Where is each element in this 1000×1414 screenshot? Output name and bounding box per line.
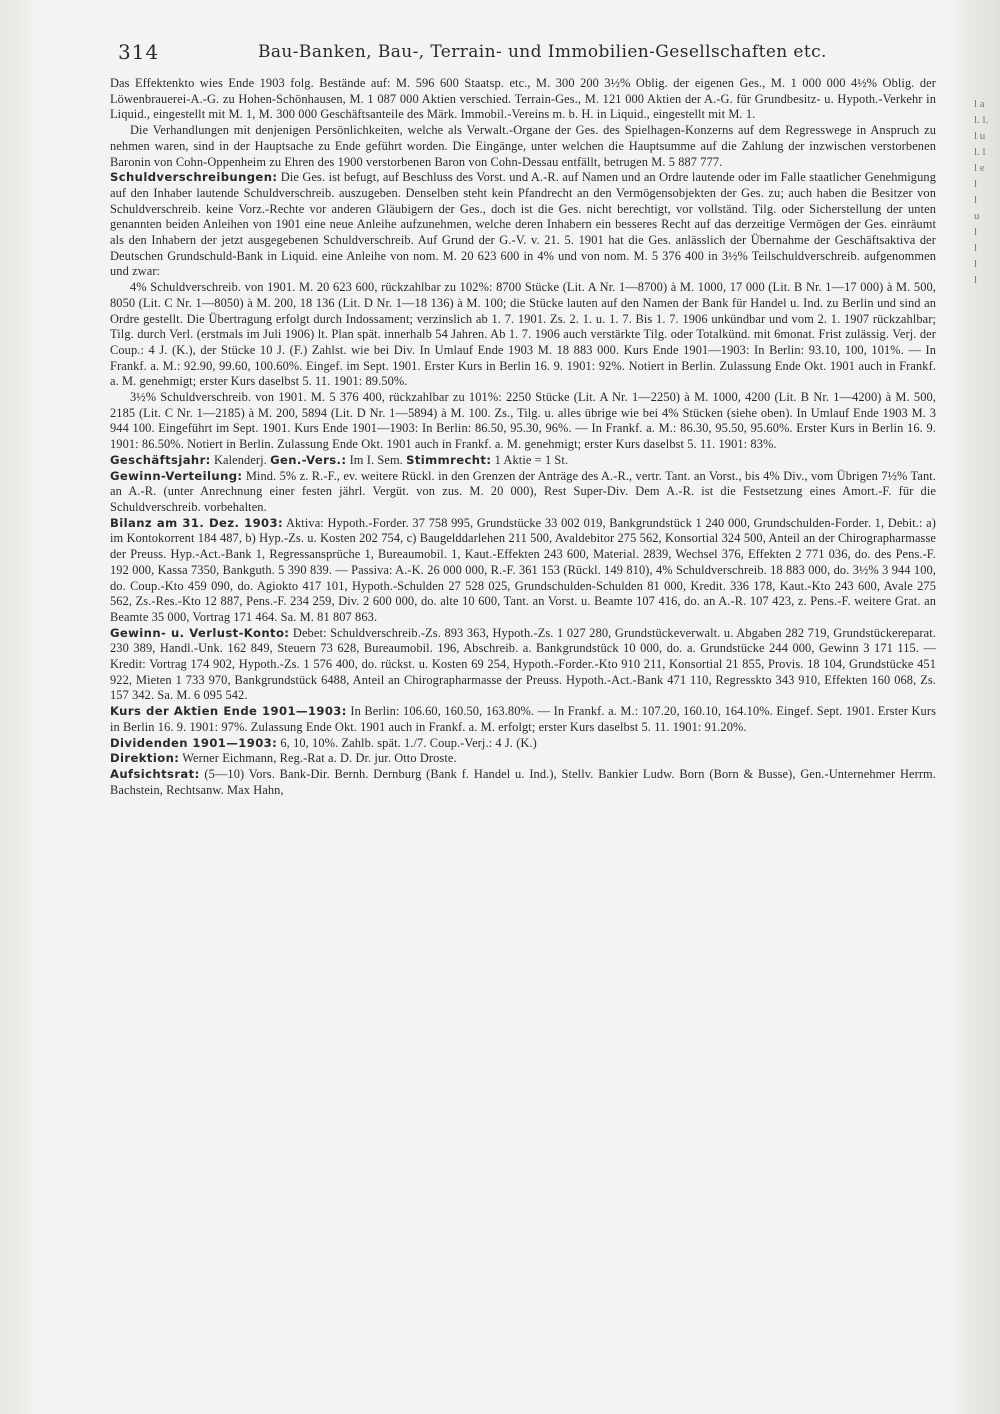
body-text: [110, 76, 936, 798]
paragraph-text: Die Ges. ist befugt, auf Beschluss des Vorst. und A.-R. auf Namen und an Ordre lautende oder im Falle staatlicher Genehmigung auf den Inhaber lautende Schuldverschreib. auszugeben. Denselben steht kein Pfandrecht an den Vermögensobjekten der Ges. zu; auch haben die Besitzer von Schuldverschreib. keine Vorz.-Rechte vor anderen Gläubigern der Ges., doch ist die Ges. nicht berechtigt, vor vollständ. Tilg. oder Sicherstellung der unten genannten beiden Anleihen von 1901 eine neue Anleihe aufzunehmen, welche deren Inhabern ein besseres Recht auf das derzeitige Vermögen der Ges. einräumt als den Inhabern der jetzt ausgegebenen Schuldverschreib. Auf Grund der G.-V. v. 21. 5. 1901 hat die Ges. anlässlich der Übernahme der Geschäftsaktiva der Deutschen Grundschuld-Bank in Liquid. eine Anleihe von nom. M. 20 623 600 in 4% und von nom. M. 5 376 400 in 3½% Teilschuldverschreib. aufgenommen und zwar:: [110, 170, 936, 279]
margin-fragment: l. l: [974, 146, 986, 158]
margin-fragment: l: [974, 242, 978, 254]
paragraph-text: In Berlin: 106.60, 160.50, 163.80%. — In Frankf. a. M.: 107.20, 160.10, 164.10%. Eingef. Sept. 1901. Erster Kurs in Berlin 16. 9. 1901: 97%. Zulassung Ende Okt. 1901 auch in Frankf. a. M. erfolgt; erster Kurs daselbst 5. 11. 1901: 91.20%.: [110, 704, 936, 734]
margin-fragment: l: [974, 194, 978, 206]
section-heading: Direktion:: [110, 751, 180, 766]
paragraph-text: Aktiva: Hypoth.-Forder. 37 758 995, Grundstücke 33 002 019, Bankgrundstück 1 240 000, Grundschulden-Forder. 1, Debit.: a) im Kontokorrent 184 487, b) Hyp.-Zs. u. Kosten 202 754, c) Baugelddarlehen 211 500, Avaldebitor 275 562, Konsortial 324 500, Anteil an der Chirographarmasse der Preuss. Hyp.-Act.-Bank 1, Regressansprüche 1, Bureaumobil. 1, Kaut.-Effekten 243 600, Material. 2839, Wechsel 376, Effekten 2 771 036, do. des Pens.-F. 192 000, Kassa 7350, Bankguth. 5 390 839. — Passiva: A.-K. 26 000 000, R.-F. 361 153 (Rückl. 149 810), 4% Schuldverschreib. 18 883 000, do. 3½% 3 944 100, do. Coup.-Kto 459 090, do. Agiokto 417 101, Hypoth.-Schulden 27 528 025, Grundschulden-Schulden 81 000, Kredit. 336 178, Kaut.-Kto 243 600, Avale 275 562, Zs.-Res.-Kto 12 887, Pens.-F. 234 259, Div. 2 600 000, do. alte 10 600, Tant. an Vorst. u. Beamte 107 416, do. an A.-R. 107 423, z. Pens.-F. weitere Grat. an Beamte 35 000, Vortrag 171 464. Sa. M. 81 807 863.: [110, 515, 936, 624]
section-heading: Geschäftsjahr:: [110, 452, 211, 467]
paragraph-3-5pct-bonds: [110, 390, 936, 453]
margin-fragment: l: [974, 178, 978, 190]
paragraph-gewinn-verteilung: [110, 469, 936, 516]
section-heading: Bilanz am 31. Dez. 1903:: [110, 515, 284, 530]
paragraph-text: Das Effektenkto wies Ende 1903 folg. Bestände auf: M. 596 600 Staatsp. etc., M. 300 200 3½% Oblig. der eigenen Ges., M. 1 000 000 4½% Oblig. der Löwenbrauerei-A.-G. zu Hohen-Schönhausen, M. 1 087 000 Aktien verschied. Terrain-Ges., M. 121 000 Aktien der A.-G. für Grundbesitz- u. Hypoth.-Verkehr in Liquid., eingestellt mit M. 1, M. 300 000 Geschäftsanteile des Märk. Immobil.-Vereins m. b. H. in Liquid., eingestellt mit M. 1.: [110, 76, 936, 122]
bleed-through-margin: [974, 96, 996, 288]
paragraph-text: 4% Schuldverschreib. von 1901. M. 20 623 600, rückzahlbar zu 102%: 8700 Stücke (Lit. A Nr. 1—8700) à M. 1000, 17 000 (Lit. B Nr. 1—17 000) à M. 500, 8050 (Lit. C Nr. 1—8050) à M. 200, 18 136 (Lit. D Nr. 1—18 136) à M. 100; die Stücke lauten auf den Namen der Bank für Handel u. Ind. zu Berlin und sind an Ordre gestellt. Die Übertragung erfolgt durch Indossament; verzinslich ab 1. 7. 1901. Zs. 2. 1. u. 1. 7. Bis 1. 7. 1906 unkündbar und vom 2. 1. 1907 rückzahlbar; Tilg. durch Verl. (erstmals im Juli 1906) lt. Plan spät. innerhalb 54 Jahren. Ab 1. 7. 1906 auch verstärkte Tilg. oder Totalkünd. mit 6monat. Frist zulässig. Verj. der Coup.: 4 J. (K.), der Stücke 10 J. (F.) Zahlst. wie bei Div. In Umlauf Ende 1903 M. 18 883 000. Kurs Ende 1901—1903: In Berlin: 93.10, 100, 101%. — In Frankf. a. M.: 92.90, 99.60, 100.60%. Eingef. im Sept. 1901. Erster Kurs in Berlin 16. 9. 1901: 92%. Notiert in Berlin. Zulassung Ende Okt. 1901 auch in Frankf. a. M. genehmigt; erster Kurs daselbst 5. 11. 1901: 89.50%.: [110, 280, 936, 389]
running-title: Bau-Banken, Bau-, Terrain- und Immobilien-Gesellschaften etc.: [258, 42, 827, 62]
paragraph-schuldverschreibungen: [110, 170, 936, 280]
margin-fragment: u: [974, 210, 980, 222]
margin-fragment: l: [974, 258, 978, 270]
margin-fragment: l e: [974, 162, 985, 174]
paragraph-text: Mind. 5% z. R.-F., ev. weitere Rückl. in den Grenzen der Anträge des A.-R., vertr. Tant. an Vorst., bis 4% Div., vom Übrigen 7½% Tant. an A.-R. (unter Anrechnung einer festen jährl. Vergüt. von zus. M. 20 000), Rest Super-Div. Dem A.-R. ist die Festsetzung eines Amort.-F. für die Schuldverschreib. vorbehalten.: [110, 468, 936, 514]
paragraph-text: Debet: Schuldverschreib.-Zs. 893 363, Hypoth.-Zs. 1 027 280, Grundstückeverwalt. u. Abgaben 282 719, Grundstückereparat. 230 389, Handl.-Unk. 162 849, Steuern 73 628, Bureaumobil. 196, Abschreib. a. Bankgrundstück 10 000, do. a. Grundstücke 244 000, Gewinn 3 171 115. — Kredit: Vortrag 174 902, Hypoth.-Zs. 1 576 400, do. rückst. u. Kosten 69 254, Hypoth.-Forder.-Kto 910 211, Konsortial 21 855, Provis. 18 104, Grundstücke 451 922, Mieten 1 733 970, Bankgrundstück 6488, Anteil an Chirographarmasse der Preuss. Hypoth.-Act.-Bank 471 110, Regresskto 343 910, Effekten 160 068, Zs. 157 342. Sa. M. 6 095 542.: [110, 625, 936, 703]
margin-fragment: l: [974, 226, 978, 238]
paragraph-effektenkto: [110, 76, 936, 123]
paragraph-direktion: [110, 751, 936, 767]
paragraph-text: Die Verhandlungen mit denjenigen Persönlichkeiten, welche als Verwalt.-Organe der Ges. des Spielhagen-Konzerns auf dem Regresswege in Anspruch zu nehmen waren, sind in der Hauptsache zu Ende geführt worden. Die Eingänge, unter welchen die Hauptsumme auf die Zahlung der inzwischen verstorbenen Baronin von Cohn-Oppenheim zu Ehren des 1900 verstorbenen Baron von Cohn-Dessau entfällt, betrugen M. 5 887 777.: [110, 123, 936, 169]
paragraph-text: Kalenderj. Gen.-Vers.: Im I. Sem. Stimmrecht: 1 Aktie = 1 St.: [213, 452, 569, 467]
paragraph-bilanz: [110, 516, 936, 626]
paragraph-kurs-aktien: [110, 704, 936, 735]
paragraph-gewinn-verlust: [110, 626, 936, 705]
section-heading: Dividenden 1901—1903:: [110, 735, 278, 750]
page-header: [110, 36, 936, 72]
paragraph-geschaeftsjahr: [110, 453, 936, 469]
paragraph-text: Werner Eichmann, Reg.-Rat a. D. Dr. jur. Otto Droste.: [182, 751, 457, 766]
margin-fragment: l. l.: [974, 114, 989, 126]
paragraph-verhandlungen: [110, 123, 936, 170]
margin-fragment: l u: [974, 130, 986, 142]
section-heading: Kurs der Aktien Ende 1901—1903:: [110, 704, 347, 719]
paragraph-text: 3½% Schuldverschreib. von 1901. M. 5 376 400, rückzahlbar zu 101%: 2250 Stücke (Lit. A Nr. 1—2250) à M. 1000, 4200 (Lit. B Nr. 1—4200) à M. 500, 2185 (Lit. C Nr. 1—2185) à M. 200, 5894 (Lit. D Nr. 1—5894) à M. 100. Zs., Tilg. u. alles übrige wie bei 4% Stücken (siehe oben). In Umlauf Ende 1903 M. 3 944 100. Eingeführt im Sept. 1901. Kurs Ende 1901—1903: In Berlin: 86.50, 95.30, 96%. — In Frankf. a. M.: 86.30, 95.50, 95.60%. Erster Kurs in Berlin 16. 9. 1901: 86.50%. Notiert in Berlin. Zulassung Ende Okt. 1901 auch in Frankf. a. M. genehmigt; erster Kurs daselbst 5. 11. 1901: 83%.: [110, 390, 936, 452]
paragraph-dividenden: [110, 736, 936, 752]
paragraph-text: (5—10) Vors. Bank-Dir. Bernh. Dernburg (Bank f. Handel u. Ind.), Stellv. Bankier Ludw. Born (Born & Busse), Gen.-Unternehmer Herrm. Bachstein, Rechtsanw. Max Hahn,: [110, 766, 936, 797]
section-heading: Gewinn-Verteilung:: [110, 468, 243, 483]
section-heading: Schuldverschreibungen:: [110, 170, 278, 185]
paragraph-4pct-bonds: [110, 280, 936, 390]
document-page: [110, 36, 936, 1404]
paragraph-text: 6, 10, 10%. Zahlb. spät. 1./7. Coup.-Verj.: 4 J. (K.): [280, 735, 537, 750]
margin-fragment: l a: [974, 98, 985, 110]
paragraph-aufsichtsrat: [110, 767, 936, 798]
margin-fragment: l: [974, 274, 978, 286]
section-heading: Gewinn- u. Verlust-Konto:: [110, 625, 290, 640]
section-heading: Aufsichtsrat:: [110, 766, 200, 781]
page-number: 314: [118, 40, 160, 64]
